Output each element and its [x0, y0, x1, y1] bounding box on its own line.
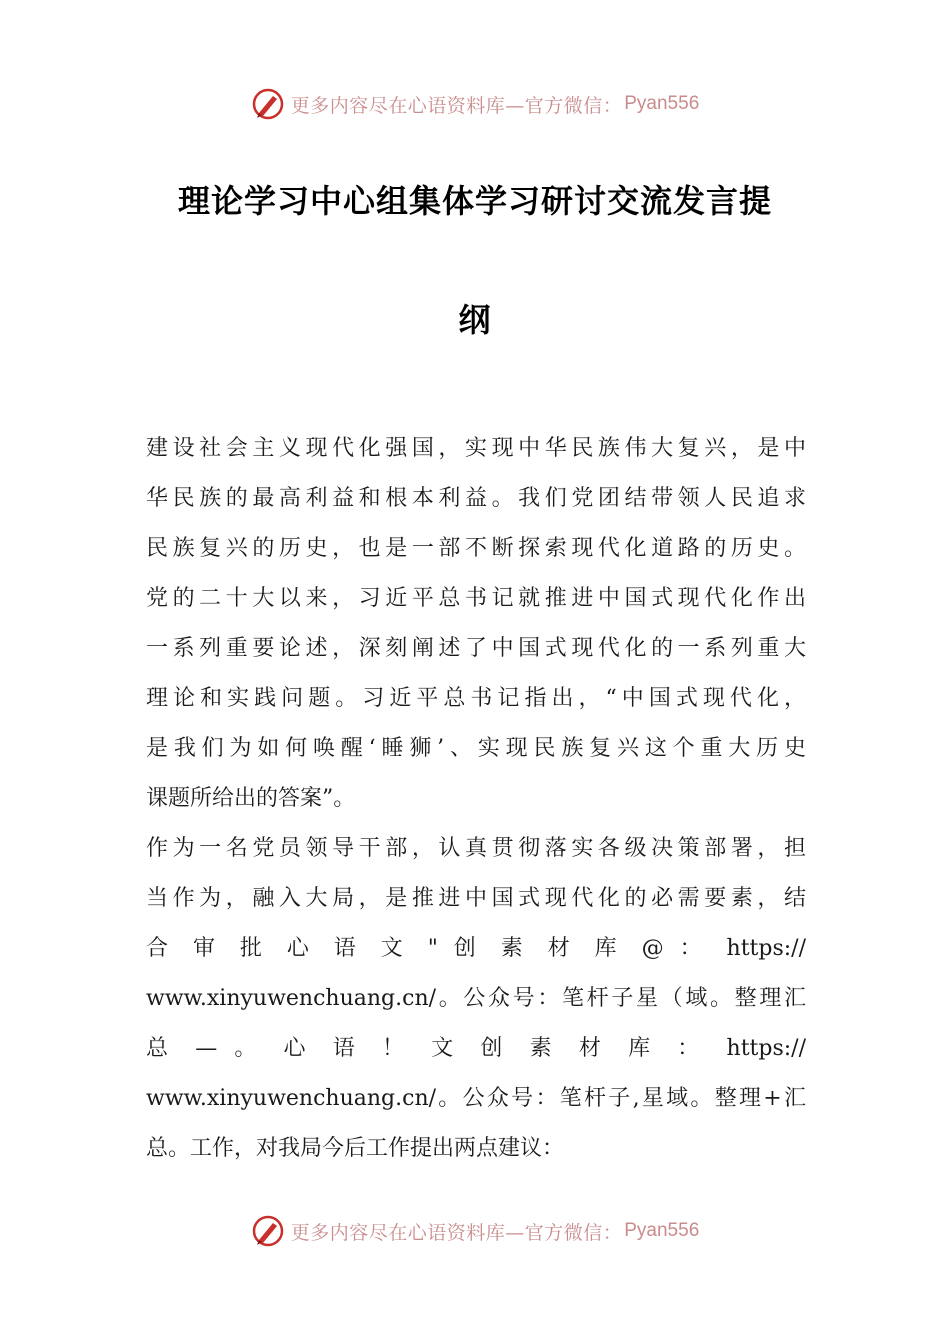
watermark-text: 更多内容尽在心语资料库—官方微信： — [290, 1221, 623, 1244]
body-line: 总。工作，对我局今后工作提出两点建议： — [146, 1136, 565, 1161]
body-line: 理论和实践问题。习近平总书记指出，“中国式现代化， — [146, 686, 806, 711]
watermark-wechat-id: Pyan556 — [624, 1220, 700, 1241]
body-line: 是我们为如何唤醒‘睡狮’、实现民族复兴这个重大历史 — [146, 736, 806, 761]
watermark-text: 更多内容尽在心语资料库—官方微信： — [290, 94, 623, 117]
body-line: 建设社会主义现代化强国，实现中华民族伟大复兴，是中 — [146, 436, 806, 461]
body-line: 民族复兴的历史，也是一部不断探索现代化道路的历史。 — [146, 536, 806, 561]
body-line: 一系列重要论述，深刻阐述了中国式现代化的一系列重大 — [146, 636, 806, 661]
body-line: 总 — 。 心 语 ！ 文 创 素 材 库 ： https:// — [146, 1036, 806, 1061]
document-body — [146, 424, 806, 1174]
document-title-line-2: 纲 — [458, 301, 492, 339]
body-line: 合 审 批 心 语 文 " 创 素 材 库 @ ： https:// — [146, 936, 806, 961]
body-line: 课题所给出的答案”。 — [146, 786, 356, 811]
body-line: 华民族的最高利益和根本利益。我们党团结带领人民追求 — [146, 486, 806, 511]
pen-logo-icon — [251, 87, 285, 121]
document-title-line-1: 理论学习中心组集体学习研讨交流发言提 — [177, 182, 772, 220]
header-watermark — [0, 84, 950, 124]
body-line: 作为一名党员领导干部，认真贯彻落实各级决策部署，担 — [146, 836, 806, 861]
footer-watermark — [0, 1211, 950, 1251]
body-line: 当作为，融入大局，是推进中国式现代化的必需要素，结 — [146, 886, 806, 911]
watermark-wechat-id: Pyan556 — [624, 93, 700, 114]
pen-logo-icon — [251, 1214, 285, 1248]
body-line: www.xinyuwenchuang.cn/。公众号：笔杆子星（域。整理汇 — [146, 986, 806, 1011]
body-line: www.xinyuwenchuang.cn/。公众号：笔杆子,星域。整理+汇 — [146, 1086, 806, 1111]
body-line: 党的二十大以来，习近平总书记就推进中国式现代化作出 — [146, 586, 806, 611]
